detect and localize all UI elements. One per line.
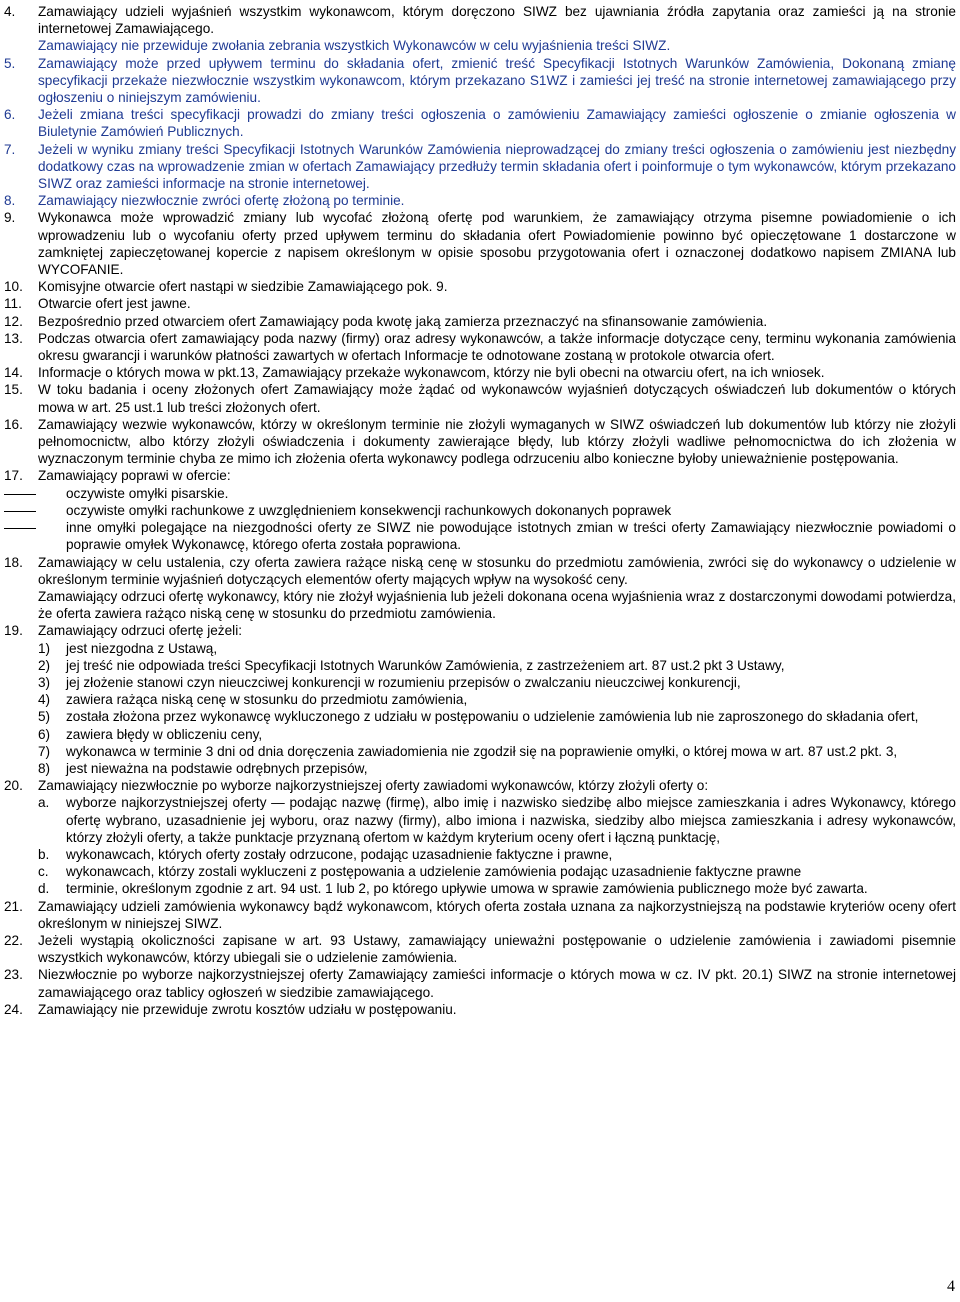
dash-list-item: [4, 485, 956, 502]
sub-list-item: [4, 794, 956, 846]
paragraph-text: Zamawiający poprawi w ofercie:: [38, 468, 231, 484]
dash-item-text: oczywiste omyłki rachunkowe z uwzględnieniem konsekwencji rachunkowych dokonanych poprawek: [66, 502, 672, 518]
paragraph-text: Zamawiający nie przewiduje zwołania zebrania wszystkich Wykonawców w celu wyjaśnienia treści SIWZ.: [38, 38, 671, 54]
sub-list-item: [4, 726, 956, 743]
numbered-paragraph: [4, 622, 956, 639]
numbered-paragraph: [4, 416, 956, 468]
paragraph-text: Zamawiający odrzuci ofertę jeżeli:: [38, 623, 242, 639]
numbered-paragraph: [4, 932, 956, 966]
paragraph-number: 10.: [4, 279, 23, 295]
sub-list-item: [4, 674, 956, 691]
numbered-paragraph: [4, 278, 956, 295]
page-number: 4: [947, 1278, 955, 1295]
sub-item-number: 4): [38, 692, 51, 708]
paragraph-number: 15.: [4, 382, 23, 398]
numbered-paragraph: [4, 106, 956, 140]
paragraph-number: 12.: [4, 313, 23, 329]
numbered-paragraph: [4, 588, 956, 622]
dash-bullet-icon: [4, 519, 66, 553]
numbered-paragraph: [4, 3, 956, 37]
sub-item-text: wykonawca w terminie 3 dni od dnia doręczenia zawiadomienia nie zgodził się na poprawienie omyłki, o której mowa w art. 87 ust.2 pkt. 3,: [66, 743, 898, 759]
numbered-paragraph: [4, 467, 956, 484]
paragraph-number: 19.: [4, 623, 23, 639]
numbered-paragraph: [4, 1001, 956, 1018]
sub-item-text: wykonawcach, którzy zostali wykluczeni z postępowania a udzielenie zamówienia podając uzasadnienie faktyczne prawne: [66, 864, 802, 880]
paragraph-text: Otwarcie ofert jest jawne.: [38, 296, 191, 312]
sub-list-item: [4, 863, 956, 880]
paragraph-text: Jeżeli w wyniku zmiany treści Specyfikacji Istotnych Warunków Zamówienia nieprowadzącej do zmiany treści ogłoszenia o zamówieniu jest niezbędny dodatkowy czas na wprowadzenie zmian w ofertach Zamawiający przedłuży termin składania ofert i poinformuje o tym wykonawców, którym przekazano SIWZ oraz zamieści informacje na stronie internetowej.: [38, 141, 956, 192]
paragraph-text: Jeżeli zmiana treści specyfikacji prowadzi do zmiany treści ogłoszenia o zamówieniu Zamawiający zamieści ogłoszenie o zmianie ogłoszenia w Biuletynie Zamówień Publicznych.: [38, 107, 956, 140]
numbered-paragraph: [4, 55, 956, 107]
paragraph-text: Komisyjne otwarcie ofert nastąpi w siedzibie Zamawiającego pok. 9.: [38, 279, 448, 295]
numbered-paragraph: [4, 330, 956, 364]
paragraph-number: 22.: [4, 932, 23, 948]
paragraph-text: Zamawiający niezwłocznie zwróci ofertę złożoną po terminie.: [38, 193, 405, 209]
numbered-paragraph: [4, 898, 956, 932]
paragraph-text: Wykonawca może wprowadzić zmiany lub wycofać złożoną ofertę pod warunkiem, że zamawiający otrzyma pisemne powiadomienie o ich wprowadzeniu lub o wycofaniu oferty przed upływem terminu do składania ofert Powiadomienie powinno być opieczętowane 1 dostarczone w zamkniętej zapieczętowanej kopercie z napisem określonym w opisie sposobu przygotowania ofert i oznaczonej dodatkowo napisem ZMIANA lub WYCOFANIE.: [38, 210, 956, 278]
numbered-paragraph: [4, 37, 956, 54]
sub-item-number: 1): [38, 640, 51, 656]
numbered-paragraph: [4, 313, 956, 330]
numbered-paragraph: [4, 192, 956, 209]
paragraph-number: 7.: [4, 141, 16, 157]
paragraph-number: 9.: [4, 210, 16, 226]
sub-item-text: wyborze najkorzystniejszej oferty — podając nazwę (firmę), albo imię i nazwisko siedzibę albo miejsce zamieszkania i adres Wykonawcy, którego ofertę wybrano, uzasadnienie jej wyboru, oraz nazwy (firmy), albo imiona i nazwiska, siedziby albo miejsca zamieszkania i adresy wykonawców, którzy złożyli oferty, a także punktacje przyznaną ofertom w każdym kryterium oceny ofert i łączną punktację,: [66, 795, 956, 845]
dash-list-item: [4, 502, 956, 519]
paragraph-number: 16.: [4, 416, 23, 432]
dash-item-text: oczywiste omyłki pisarskie.: [66, 485, 229, 501]
sub-item-number: 5): [38, 709, 51, 725]
sub-item-number: 3): [38, 674, 51, 690]
paragraph-text: Niezwłocznie po wyborze najkorzystniejszej oferty Zamawiający zamieści informacje o których mowa w cz. IV pkt. 20.1) SIWZ na stronie internetowej zamawiającego oraz tablicy ogłoszeń w siedzibie zamawiającego.: [38, 967, 956, 1000]
sub-list-item: [4, 708, 956, 725]
paragraph-text: Zamawiający w celu ustalenia, czy oferta zawiera rażące niską cenę w stosunku do przedmiotu zamówienia, zwróci się do wykonawcy o udzielenie w określonym terminie wyjaśnień dotyczących elementów oferty mających wpływ na wysokość ceny.: [38, 554, 956, 587]
paragraph-number: 24.: [4, 1001, 23, 1017]
paragraph-text: Zamawiający odrzuci ofertę wykonawcy, który nie złożył wyjaśnienia lub jeżeli dokonana ocena wyjaśnienia wraz z dostarczonymi dowodami potwierdza, że oferta zawiera rażąco niską cenę w stosunku do przedmiotu zamówienia.: [38, 588, 956, 622]
paragraph-text: Jeżeli wystąpią okoliczności zapisane w art. 93 Ustawy, zamawiający unieważni postępowanie o udzielenie zamówienia i zawiadomi pisemnie wszystkich wykonawców, którzy ubiegali sie o udzielenie zamówienia.: [38, 932, 956, 966]
sub-item-number: 6): [38, 726, 51, 742]
sub-item-number: 7): [38, 743, 51, 759]
paragraph-number: 21.: [4, 898, 23, 914]
paragraph-text: Zamawiający wezwie wykonawców, którzy w określonym terminie nie złożyli wymaganych w SIWZ oświadczeń lub dokumentów lub którzy nie złożyli pełnomocnictw, albo którzy złożyli oświadczenia i dokumenty zawierające błędy, lub którzy złożyli wadliwe pełnomocnictwa do ich złożenia w wyznaczonym terminie chyba ze mimo ich złożenia oferta wykonawcy podlega odrzuceniu albo konieczne byłoby unieważnienie postępowania.: [38, 416, 956, 467]
dash-list-item: [4, 519, 956, 553]
paragraph-number: 6.: [4, 107, 16, 123]
sub-list-item: [4, 640, 956, 657]
numbered-paragraph: [4, 209, 956, 278]
paragraph-text: Zamawiający nie przewiduje zwrotu kosztów udziału w postępowaniu.: [38, 1001, 457, 1017]
sub-item-text: została złożona przez wykonawcę wykluczonego z udziału w postępowaniu o udzielenie zamówienia lub nie zaproszonego do składania ofert,: [66, 709, 919, 725]
paragraph-number: 5.: [4, 55, 16, 71]
sub-item-text: jest niezgodna z Ustawą,: [66, 640, 218, 656]
paragraph-text: W toku badania i oceny złożonych ofert Zamawiający może żądać od wykonawców wyjaśnień dotyczących oświadczeń lub dokumentów o których mowa w art. 25 ust.1 lub treści złożonych ofert.: [38, 382, 956, 415]
paragraph-number: 18.: [4, 554, 23, 570]
paragraph-number: 8.: [4, 193, 16, 209]
sub-item-text: zawiera błędy w obliczeniu ceny,: [66, 726, 263, 742]
paragraph-text: Podczas otwarcia ofert zamawiający poda nazwy (firmy) oraz adresy wykonawców, a także informacje dotyczące ceny, terminu wykonania zamówienia okresu gwarancji i warunków płatności zawartych w ofertach Informacje te odnotowane zostaną w protokole otwarcia ofert.: [38, 330, 956, 364]
paragraph-text: Zamawiający udzieli zamówienia wykonawcy bądź wykonawcom, których oferta została uznana za najkorzystniejszą na podstawie kryteriów oceny ofert określonym w niniejszej SIWZ.: [38, 898, 956, 931]
paragraph-text: Bezpośrednio przed otwarciem ofert Zamawiający poda kwotę jaką zamierza przeznaczyć na sfinansowanie zamówienia.: [38, 313, 768, 329]
sub-list-item: [4, 743, 956, 760]
dash-bullet-icon: [4, 485, 66, 502]
numbered-paragraph: [4, 141, 956, 193]
sub-item-number: 8): [38, 760, 51, 776]
sub-list-item: [4, 880, 956, 897]
sub-item-number: 2): [38, 657, 51, 673]
numbered-paragraph: [4, 554, 956, 588]
sub-list-item: [4, 760, 956, 777]
sub-list-item: [4, 846, 956, 863]
numbered-paragraph: [4, 364, 956, 381]
paragraph-text: Zamawiający może przed upływem terminu do składania ofert, zmienić treść Specyfikacji Istotnych Warunków Zamówienia, Dokonaną zmianę specyfikacji przekaże niezwłocznie wszystkim wykonawcom, którym przekazano S1WZ i zamieści jej treść na stronie internetowej zamawiającego przy ogłoszeniu o niniejszym zamówieniu.: [38, 55, 956, 106]
sub-item-number: c.: [38, 864, 49, 880]
sub-item-text: jest nieważna na podstawie odrębnych przepisów,: [66, 760, 368, 776]
paragraph-number: 14.: [4, 365, 23, 381]
sub-item-text: zawiera rażąca niską cenę w stosunku do przedmiotu zamówienia,: [66, 692, 468, 708]
numbered-paragraph: [4, 381, 956, 415]
numbered-paragraph: [4, 777, 956, 794]
paragraph-number: [4, 588, 38, 622]
sub-item-text: terminie, określonym zgodnie z art. 94 ust. 1 lub 2, po którego upływie umowa w sprawie zamówienia publicznego może być zawarta.: [66, 881, 868, 897]
sub-item-number: d.: [38, 881, 50, 897]
sub-item-number: a.: [38, 795, 50, 811]
paragraph-number: 13.: [4, 330, 23, 346]
dash-bullet-icon: [4, 502, 66, 519]
sub-item-number: b.: [38, 846, 50, 862]
paragraph-text: Informacje o których mowa w pkt.13, Zamawiający przekaże wykonawcom, którzy nie byli obecni na otwarciu ofert, na ich wniosek.: [38, 365, 825, 381]
numbered-paragraph: [4, 295, 956, 312]
paragraph-number: 11.: [4, 296, 22, 312]
paragraph-number: 23.: [4, 967, 23, 983]
paragraph-number: [4, 37, 38, 54]
dash-item-text: inne omyłki polegające na niezgodności oferty ze SIWZ nie powodujące istotnych zmian w treści oferty Zamawiający niezwłocznie powiadomi o poprawie omyłek Wykonawcę, którego oferta została poprawiona.: [66, 520, 956, 553]
paragraph-number: 20.: [4, 778, 23, 794]
sub-list-item: [4, 691, 956, 708]
paragraph-text: Zamawiający niezwłocznie po wyborze najkorzystniejszej oferty zawiadomi wykonawców, którzy złożyli oferty o:: [38, 778, 709, 794]
numbered-paragraph: [4, 966, 956, 1000]
paragraph-number: 17.: [4, 468, 23, 484]
sub-item-text: wykonawcach, których oferty zostały odrzucone, podając uzasadnienie faktyczne i prawne,: [66, 846, 613, 862]
sub-list-item: [4, 657, 956, 674]
paragraph-number: 4.: [4, 4, 16, 19]
paragraph-text: Zamawiający udzieli wyjaśnień wszystkim wykonawcom, którym doręczono SIWZ bez ujawniania źródła zapytania oraz zamieści ją na stronie internetowej Zamawiającego.: [38, 4, 956, 37]
sub-item-text: jej treść nie odpowiada treści Specyfikacji Istotnych Warunków Zamówienia, z zastrzeżeniem art. 87 ust.2 pkt 3 Ustawy,: [66, 657, 785, 673]
sub-item-text: jej złożenie stanowi czyn nieuczciwej konkurencji w rozumieniu przepisów o zwalczaniu nieuczciwej konkurencji,: [66, 674, 741, 690]
document-body: [4, 3, 956, 1018]
